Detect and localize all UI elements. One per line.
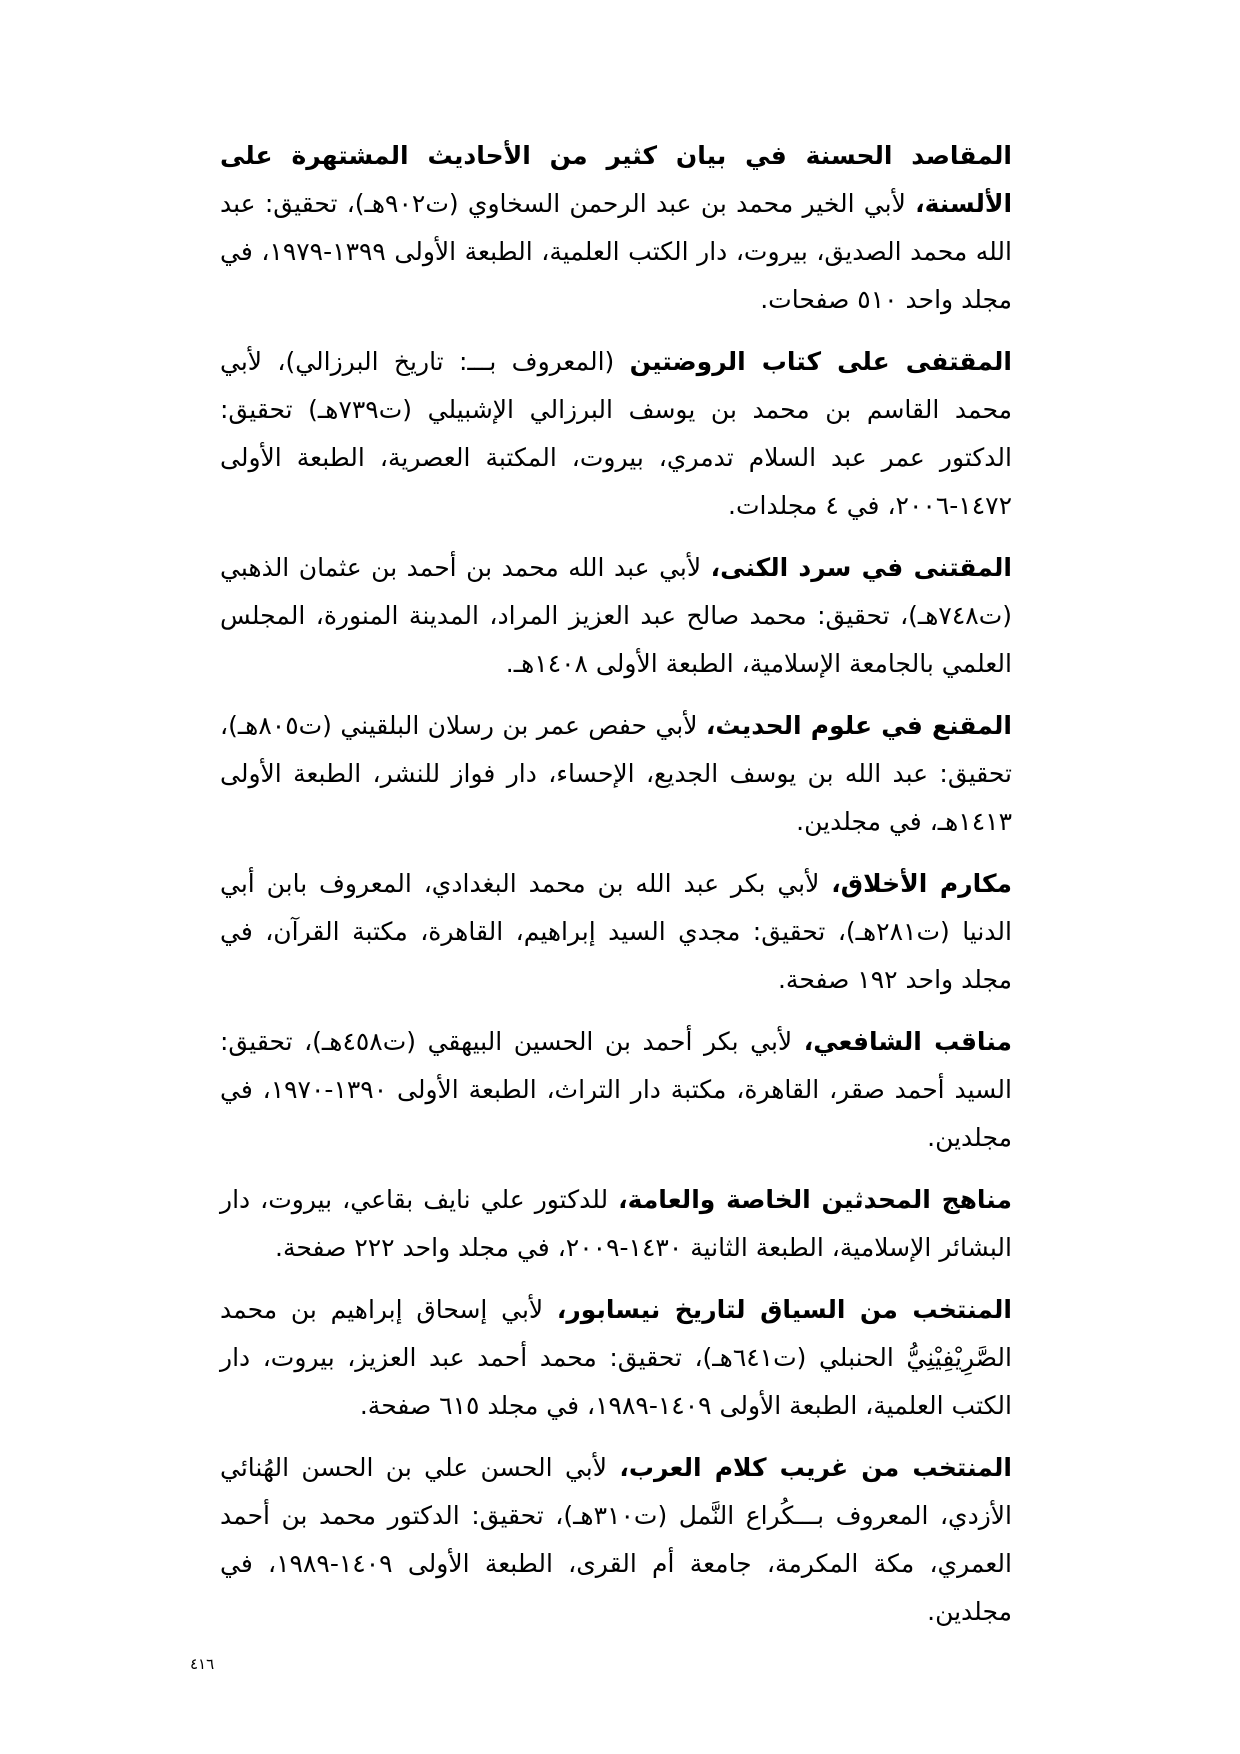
entry-body: لأبي الحسن علي بن الحسن الهُنائي الأزدي، المعروف بـــكُراع النَّمل (ت٣١٠هـ)، تحقيق: الدكتور محمد بن أحمد العمري، مكة المكرمة، جامعة أم القرى، الطبعة الأولى ١٤٠٩-١٩٨٩، في مجلدين. [220,1453,1013,1626]
bibliography-entry [220,860,1012,1004]
entry-body: لأبي بكر أحمد بن الحسين البيهقي (ت٤٥٨هـ)، تحقيق: السيد أحمد صقر، القاهرة، مكتبة دار التراث، الطبعة الأولى ١٣٩٠-١٩٧٠، في مجلدين. [220,1027,1012,1152]
bibliography-entry [220,1444,1012,1636]
entry-title: مناقب الشافعي، [803,1027,1013,1056]
entry-body: لأبي إسحاق إبراهيم بن محمد الصَّرِيْفِيْنِيُّ الحنبلي (ت٦٤١هـ)، تحقيق: محمد أحمد عبد العزيز، بيروت، دار الكتب العلمية، الطبعة الأولى ١٤٠٩-١٩٨٩، في مجلد ٦١٥ صفحة. [220,1295,1012,1420]
entry-title: المقنع في علوم الحديث، [705,711,1013,740]
entry-body: لأبي حفص عمر بن رسلان البلقيني (ت٨٠٥هـ)، تحقيق: عبد الله بن يوسف الجديع، الإحساء، دار فواز للنشر، الطبعة الأولى ١٤١٣هـ، في مجلدين. [220,711,1012,836]
bibliography-entry [220,544,1012,688]
entry-body: للدكتور علي نايف بقاعي، بيروت، دار البشائر الإسلامية، الطبعة الثانية ١٤٣٠-٢٠٠٩، في مجلد واحد ٢٢٢ صفحة. [220,1185,1012,1262]
bibliography-entry [220,1286,1012,1430]
entry-title: المنتخب من السياق لتاريخ نيسابور، [556,1295,1012,1324]
entry-title: المقاصد الحسنة في بيان كثير من الأحاديث المشتهرة على الألسنة، [220,141,1013,218]
bibliography-entry [220,338,1012,530]
bibliography-entry [220,1018,1012,1162]
entry-body: لأبي بكر عبد الله بن محمد البغدادي، المعروف بابن أبي الدنيا (ت٢٨١هـ)، تحقيق: مجدي السيد إبراهيم، القاهرة، مكتبة القرآن، في مجلد واحد ١٩٢ صفحة. [220,869,1012,994]
entry-body: (المعروف بـــ: تاريخ البرزالي)، لأبي محمد القاسم بن محمد بن يوسف البرزالي الإشبيلي (ت٧٣٩هـ) تحقيق: الدكتور عمر عبد السلام تدمري، بيروت، المكتبة العصرية، الطبعة الأولى ١٤٧٢-٢٠٠٦، في ٤ مجلدات. [220,347,1012,520]
entry-title: المقتفى على كتاب الروضتين [629,347,1012,376]
bibliography-entry [220,702,1012,846]
entry-title: مناهج المحدثين الخاصة والعامة، [618,1185,1012,1214]
entry-title: المنتخب من غريب كلام العرب، [619,1453,1012,1482]
page-number: ٤١٦ [190,1655,215,1673]
bibliography-entry [220,132,1012,324]
bibliography-entry [220,1176,1012,1272]
entry-body: لأبي عبد الله محمد بن أحمد بن عثمان الذهبي (ت٧٤٨هـ)، تحقيق: محمد صالح عبد العزيز المراد، المدينة المنورة، المجلس العلمي بالجامعة الإسلامية، الطبعة الأولى ١٤٠٨هـ. [220,553,1012,678]
bibliography-list [220,132,1012,1650]
entry-title: مكارم الأخلاق، [831,869,1012,898]
entry-body: لأبي الخير محمد بن عبد الرحمن السخاوي (ت٩٠٢هـ)، تحقيق: عبد الله محمد الصديق، بيروت، دار الكتب العلمية، الطبعة الأولى ١٣٩٩-١٩٧٩، في مجلد واحد ٥١٠ صفحات. [220,189,1012,314]
entry-title: المقتنى في سرد الكنى، [710,553,1012,582]
